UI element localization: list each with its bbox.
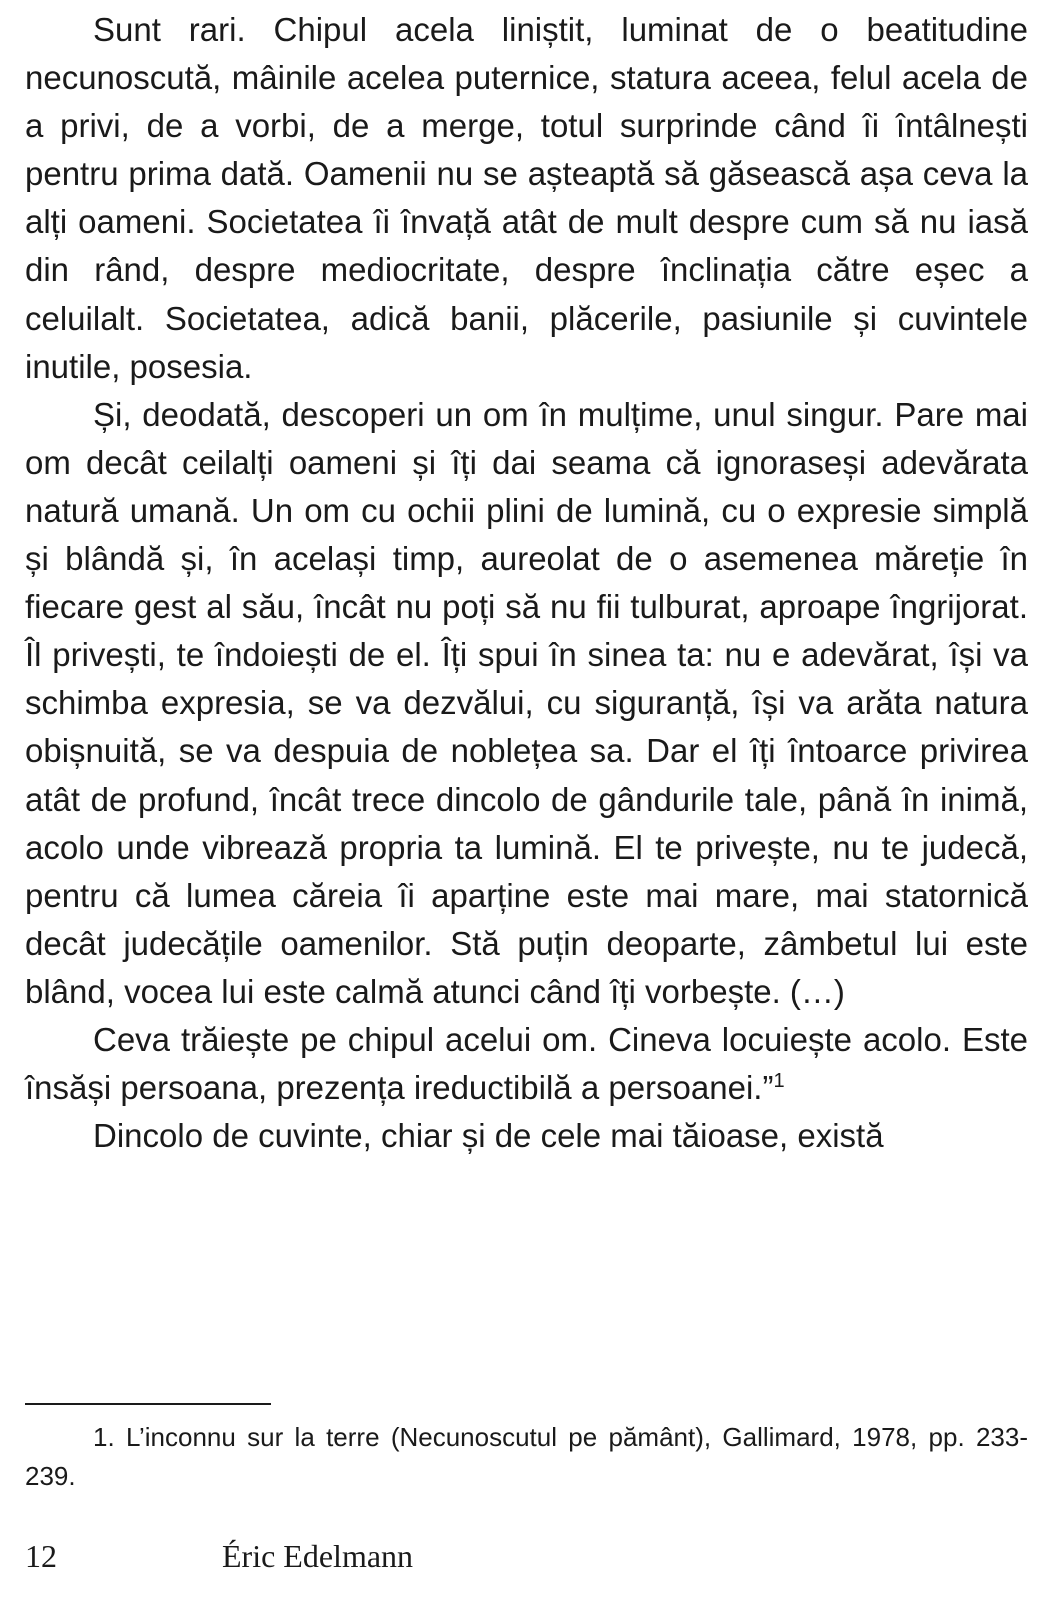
paragraph: Dincolo de cuvinte, chiar și de cele mai tăioase, există [93,1117,884,1155]
footnote-separator [25,1403,271,1405]
paragraph [25,1016,1028,1112]
paragraph-text: Ceva trăiește pe chipul acelui om. Cineva locuiește acolo. Este însăși persoana, prezența ireductibilă a persoanei.” [25,1020,1028,1107]
footnote-reference[interactable]: 1 [773,1070,785,1093]
footnote: 1. L’inconnu sur la terre (Necunoscutul pe pământ), Gallimard, 1978, pp. 233-239. [25,1422,1028,1491]
paragraph: Sunt rari. Chipul acela liniștit, luminat de o beatitudine necunoscută, mâinile acelea puternice, statura aceea, felul acela de a privi, de a vorbi, de a merge, totul surprinde când îi întâlnești pentru prima dată. Oamenii nu se așteaptă să găsească așa ceva la alți oameni. Societatea îi învață atât de mult despre cum să nu iasă din rând, despre mediocritate, despre înclinația către eșec a celuilalt. Societatea, adică banii, plăcerile, pasiunile și cuvintele inutile, posesia. [25,11,1028,385]
paragraph: Și, deodată, descoperi un om în mulțime, unul singur. Pare mai om decât ceilalți oameni și îți dai seama că ignoraseși adevărata natură umană. Un om cu ochii plini de lumină, cu o expresie simplă și blândă și, în același timp, aureolat de o asemenea măreție în fiecare gest al său, încât nu poți să nu fii tulburat, aproape îngrijorat. Îl privești, te îndoiești de el. Îți spui în sinea ta: nu e adevărat, își va schimba expresia, se va dezvălui, cu siguranță, își va arăta natura obișnuită, se va despuia de noblețea sa. Dar el îți întoarce privirea atât de profund, încât trece dincolo de gândurile tale, până în inimă, acolo unde vibrează propria ta lumină. El te privește, nu te judecă, pentru că lumea căreia îi aparține este mai mare, mai statornică decât judecățile oamenilor. Stă puțin deoparte, zâmbetul lui este blând, vocea lui este calmă atunci când îți vorbește. (…) [25,395,1028,1010]
main-text [25,6,1028,1160]
running-author: Éric Edelmann [222,1538,414,1574]
page-number: 12 [25,1538,57,1574]
